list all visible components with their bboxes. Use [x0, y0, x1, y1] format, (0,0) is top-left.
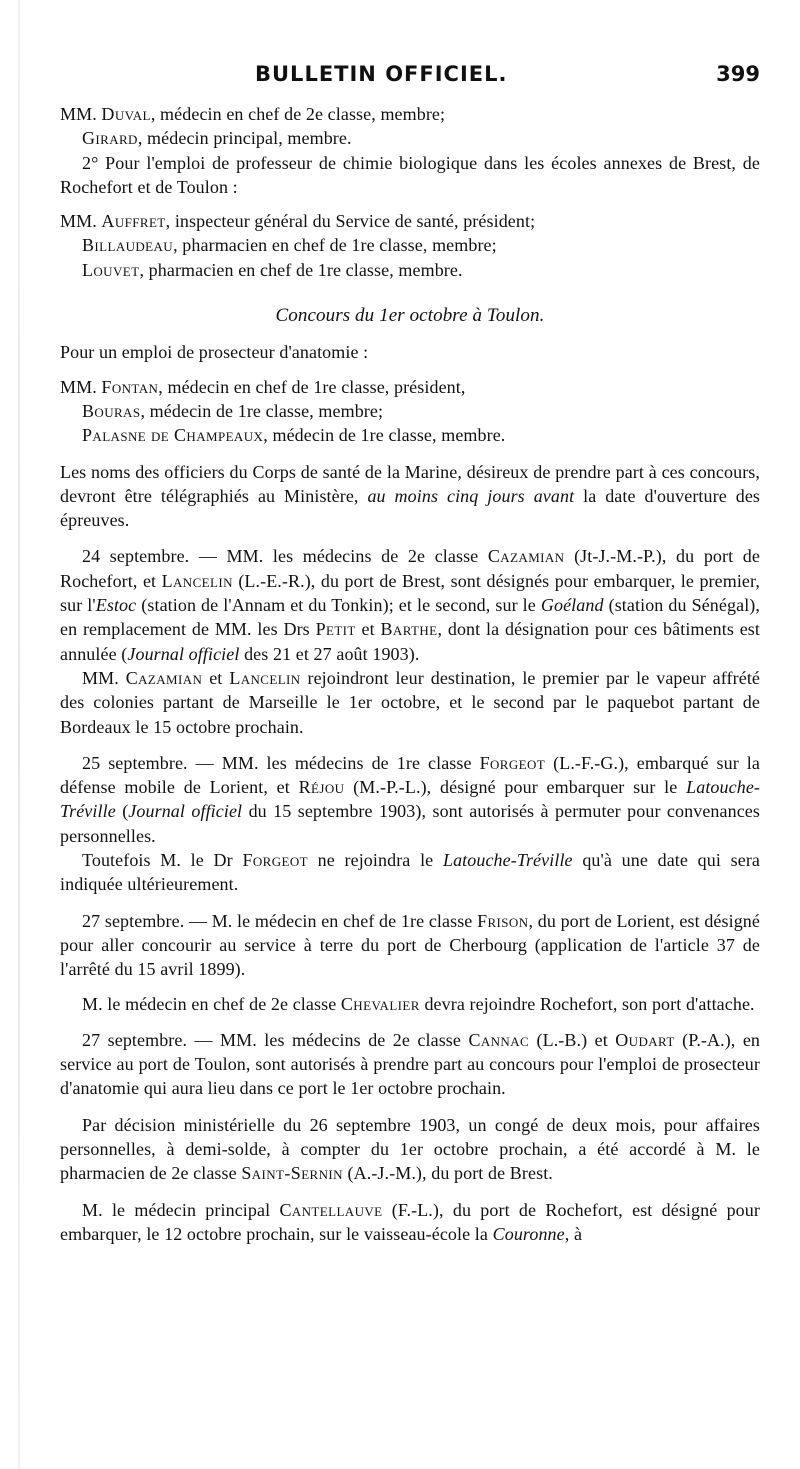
member-name: Fontan: [101, 376, 159, 397]
section-heading: Concours du 1er octobre à Toulon.: [275, 305, 545, 327]
ship-name: Goéland: [540, 595, 604, 616]
text-run: M. le médecin en chef de 2e classe: [82, 993, 337, 1014]
member-name: Palasne de Champeaux: [82, 425, 264, 446]
entry-24-septembre: [60, 544, 760, 665]
text-run: (L.-F.-G.), embarqué sur la défense mobile de Lorient, et: [60, 752, 760, 798]
member-name: Duval: [101, 104, 151, 124]
person-name: Cantellauve: [279, 1199, 383, 1220]
member-name: Bouras: [82, 400, 141, 421]
text-run: , dont la désignation pour ces bâtiments est annulée (: [60, 619, 760, 664]
ship-name: Latouche-Tréville: [442, 850, 573, 871]
person-name: Cazamian: [487, 546, 565, 567]
mm-prefix: MM.: [60, 211, 97, 232]
member-role: , médecin de 1re classe, membre;: [140, 400, 384, 421]
text-run: (F.-L.), du port de Rochefort, est désigné pour embarquer, le 12 octobre prochain, sur le vaisseau-école la: [60, 1199, 760, 1244]
person-name: Forgeot: [479, 752, 546, 773]
mm-prefix: MM.: [60, 104, 97, 124]
entry-27-septembre-cannac: [60, 1028, 760, 1101]
jury-member-line: [60, 233, 760, 257]
member-role: , pharmacien en chef de 1re classe, membre.: [139, 259, 463, 280]
section-intro: Pour un emploi de prosecteur d'anatomie :: [60, 342, 369, 363]
section-intro: 2° Pour l'emploi de professeur de chimie biologique dans les écoles annexes de Brest, de Rochefort et de Toulon :: [60, 152, 760, 197]
mm-prefix: MM.: [60, 376, 97, 397]
page-number: 399: [716, 62, 760, 86]
page-crease: [18, 0, 20, 1469]
member-name: Girard: [82, 128, 138, 149]
text-run: (: [122, 801, 129, 822]
jury-member-line: [60, 126, 760, 150]
person-name: Lancelin: [161, 570, 233, 591]
person-name: Forgeot: [242, 850, 308, 871]
person-name: Barthe: [380, 619, 438, 640]
text-run: , à: [564, 1223, 583, 1244]
member-role: , médecin en chef de 1re classe, président,: [158, 376, 466, 397]
entry-25-septembre: [60, 751, 760, 848]
text-run: Toutefois M. le Dr: [82, 850, 233, 871]
member-name: Billaudeau: [82, 235, 174, 256]
text-run: la date d'ouverture des épreuves.: [60, 485, 761, 531]
member-name: Louvet: [82, 259, 140, 280]
running-header: [60, 62, 760, 92]
text-run: , du port de Lorient, est désigné pour aller concourir au service à terre du port de Cherbourg (application de l'article 37 de l'arrêté du 15 avril 1899).: [60, 910, 760, 980]
italic-run: au moins cinq jours avant: [367, 485, 575, 506]
person-name: Petit: [315, 619, 356, 640]
text-run: MM.: [82, 667, 119, 688]
entry-decision-ministerielle: [60, 1113, 760, 1186]
person-name: Lancelin: [229, 667, 301, 688]
text-run: Par décision ministérielle du 26 septembre 1903, un congé de deux mois, pour affaires personnelles, à demi-solde, à compter du 1er octobre prochain, a été accordé à M. le pharmacien de 2e classe: [60, 1114, 760, 1184]
jury-member-line: [60, 375, 760, 399]
entry-27-septembre-frison: [60, 909, 760, 982]
jury-member-line: [60, 399, 760, 423]
text-run: ne rejoindra le: [317, 850, 434, 871]
entry-cantellauve: [60, 1198, 760, 1247]
member-role: , médecin principal, membre.: [137, 128, 352, 149]
text-run: 27 septembre. — MM. les médecins de 2e classe: [82, 1029, 461, 1050]
text-run: (Jt-J.-M.-P.), du port de Rochefort, et: [60, 546, 760, 591]
text-run: (L.-B.) et: [536, 1029, 608, 1050]
ship-name: Couronne: [492, 1223, 565, 1244]
journal-title: Journal officiel: [127, 643, 240, 664]
member-name: Auffret: [101, 211, 166, 232]
ship-name: Latouche-Tréville: [60, 777, 761, 822]
person-name: Oudart: [615, 1029, 675, 1050]
jury-member-line: [60, 102, 760, 126]
jury-member-line: [60, 209, 760, 233]
member-role: , inspecteur général du Service de santé, président;: [165, 211, 536, 232]
person-name: Chevalier: [340, 993, 420, 1014]
text-run: 27 septembre. — M. le médecin en chef de 1re classe: [82, 910, 473, 931]
text-run: qu'à une date qui sera indiquée ultérieurement.: [60, 850, 761, 895]
text-run: 25 septembre. — MM. les médecins de 1re classe: [82, 752, 472, 773]
person-name: Frison: [477, 910, 529, 931]
entry-24-septembre-continued: [60, 666, 760, 739]
text-run: et: [209, 667, 223, 688]
text-run: M. le médecin principal: [82, 1199, 271, 1220]
person-name: Saint-Sernin: [241, 1163, 343, 1184]
entry-25-septembre-continued: [60, 848, 760, 897]
jury-member-line: [60, 258, 760, 282]
member-role: , pharmacien en chef de 1re classe, membre;: [173, 235, 497, 256]
journal-title: Journal officiel: [128, 801, 243, 822]
person-name: Cannac: [468, 1029, 530, 1050]
text-run: (station du Sénégal), en remplacement de MM. les Drs: [60, 595, 760, 640]
text-run: (A.-J.-M.), du port de Brest.: [347, 1163, 553, 1184]
member-role: , médecin en chef de 2e classe, membre;: [150, 104, 446, 124]
person-name: Cazamian: [125, 667, 203, 688]
text-run: 24 septembre. — MM. les médecins de 2e classe: [82, 546, 479, 567]
text-run: et: [361, 619, 375, 640]
text-run: (L.-E.-R.), du port de Brest, sont désignés pour embarquer, le premier, sur l': [60, 570, 760, 616]
text-run: Les noms des officiers du Corps de santé de la Marine, désireux de prendre part à ces concours, devront être télégraphiés au Ministère,: [60, 461, 760, 506]
person-name: Réjou: [298, 777, 345, 798]
ship-name: Estoc: [95, 595, 137, 616]
page-body: [60, 102, 760, 1246]
text-run: du 15 septembre 1903), sont autorisés à permuter pour convenances personnelles.: [60, 801, 760, 846]
text-run: (M.-P.-L.), désigné pour embarquer sur le: [353, 777, 678, 798]
member-role: , médecin de 1re classe, membre.: [263, 425, 506, 446]
text-run: devra rejoindre Rochefort, son port d'attache.: [424, 993, 755, 1014]
notice-paragraph: [60, 460, 760, 533]
jury-member-line: [60, 423, 760, 447]
text-run: (P.-A.), en service au port de Toulon, sont autorisés à prendre part au concours pour l'emploi de prosecteur d'anatomie qui aura lieu dans ce port le 1er octobre prochain.: [60, 1029, 761, 1099]
text-run: rejoindront leur destination, le premier par le vapeur affrété des colonies partant de Marseille le 1er octobre, et le second par le paquebot partant de Bordeaux le 15 octobre prochain.: [60, 667, 761, 737]
text-run: des 21 et 27 août 1903).: [244, 643, 420, 664]
header-title: BULLETIN OFFICIEL.: [255, 62, 508, 86]
text-run: (station de l'Annam et du Tonkin); et le second, sur le: [141, 595, 536, 616]
entry-chevalier: [60, 992, 760, 1016]
